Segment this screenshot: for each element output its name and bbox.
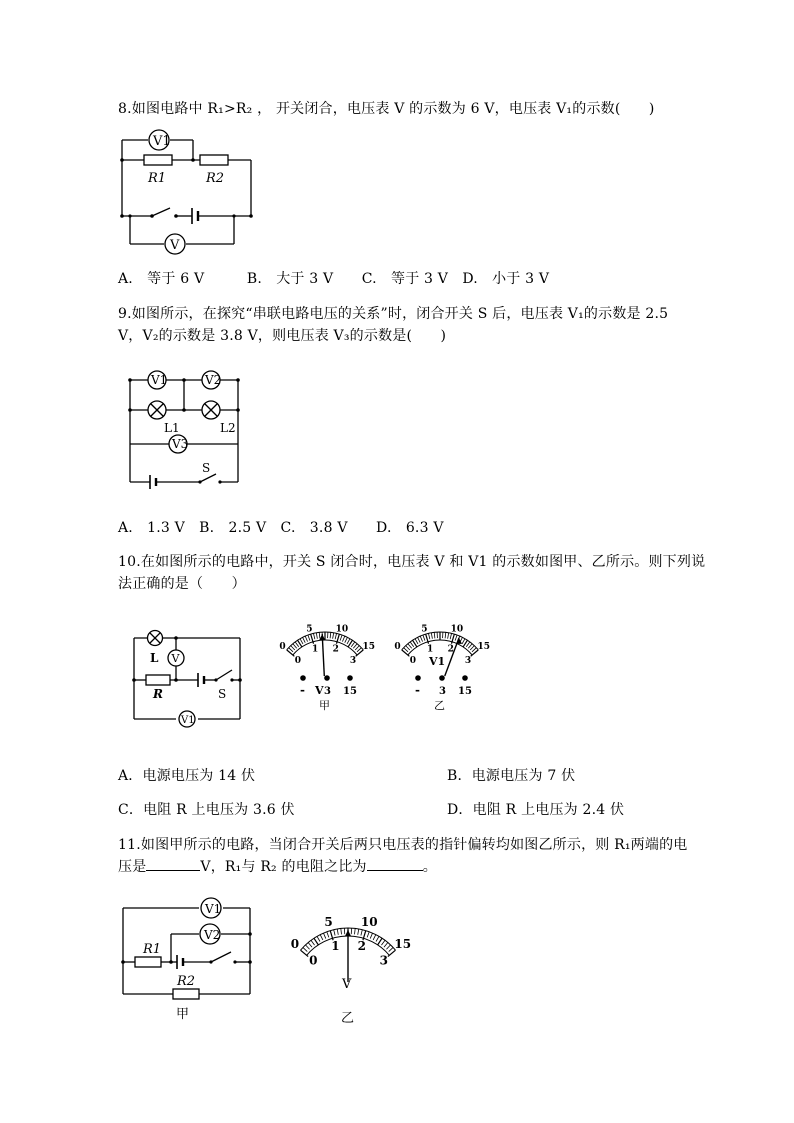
dial-lower-number: 2 — [447, 644, 454, 655]
dial-tick — [373, 935, 376, 940]
q10-v-label: V — [171, 652, 180, 665]
q9-stem-line2: V，V₂的示数是 3.8 V，则电压表 V₃的示数是( ) — [118, 328, 447, 344]
q9-s-label: S — [202, 461, 211, 475]
dial-tick — [351, 642, 355, 647]
dial-tick — [345, 637, 348, 642]
dial-tick — [472, 648, 476, 652]
dial-tick — [305, 945, 309, 949]
dial-tick — [289, 648, 293, 652]
q10-l-label: L — [150, 651, 159, 665]
q11-meter-caption: 乙 — [341, 1011, 355, 1026]
dial-tick — [408, 644, 412, 649]
dial-lower-number: 1 — [311, 644, 319, 655]
dial-tick — [462, 639, 465, 644]
dial-needle-tip — [345, 930, 351, 936]
dial-tick — [376, 936, 379, 941]
q9-stem-line1: 9.如图所示，在探究“串联电路电压的关系”时，闭合开关 S 后，电压表 V₁的示数是 2.5 — [118, 306, 669, 322]
dial-tick — [418, 637, 421, 642]
q10-meter-yi — [385, 612, 495, 712]
dial-lower-number: 2 — [357, 938, 366, 953]
dial-upper-number: 5 — [421, 624, 428, 635]
q9-l2-label: L2 — [220, 421, 236, 435]
dial-upper-number: 0 — [290, 937, 300, 952]
dial-tick — [305, 636, 307, 642]
dial-tick — [367, 932, 369, 938]
meter-jia-terminal-3: 3 — [324, 686, 331, 697]
dial-upper-number: 5 — [324, 914, 333, 929]
dial-upper-number: 0 — [279, 642, 286, 653]
dial-tick — [319, 632, 320, 638]
dial-tick — [287, 650, 295, 656]
dial-tick — [295, 642, 299, 647]
dial-tick — [423, 635, 425, 641]
meter-jia-terminal-15: 15 — [343, 686, 357, 697]
dial-tick — [340, 635, 342, 641]
dial-lower-number: 1 — [331, 938, 340, 953]
dial-tick — [468, 644, 472, 649]
meter-jia-terminal-minus: - — [300, 683, 305, 697]
q10-circuit-diagram — [124, 624, 248, 726]
dial-tick — [404, 648, 408, 652]
dial-upper-number: 10 — [450, 624, 464, 635]
q9-v3-label: V3 — [172, 437, 189, 451]
dial-lower-number: 0 — [294, 655, 301, 666]
meter-jia-needle-label: V — [315, 684, 324, 697]
dial-upper-number: 15 — [394, 937, 412, 952]
dial-tick — [303, 947, 307, 951]
dial-tick — [347, 639, 350, 644]
dial-tick — [327, 932, 329, 938]
dial-tick — [355, 646, 359, 650]
dial-tick — [337, 929, 338, 935]
dial-lower-number: 3 — [349, 655, 357, 666]
q11-circuit-caption: 甲 — [176, 1007, 190, 1022]
dial-lower-number: 3 — [379, 953, 388, 968]
q11-v2-label: V2 — [204, 928, 221, 942]
dial-lower-number: 3 — [464, 655, 472, 666]
dial-tick — [308, 635, 310, 641]
q10-stem-line1: 10.在如图所示的电路中，开关 S 闭合时，电压表 V 和 V1 的示数如图甲、乙所示。则下列说 — [118, 554, 706, 570]
meter-yi-needle-label: V1 — [429, 655, 446, 668]
dial-tick — [410, 642, 414, 647]
q10-meter-jia — [270, 612, 380, 712]
dial-tick — [316, 633, 317, 639]
dial-tick — [313, 633, 314, 639]
dial-tick — [333, 633, 334, 639]
dial-lower-number: 1 — [426, 644, 434, 655]
dial-tick — [378, 938, 382, 945]
q8-v1-label: V1 — [153, 134, 171, 149]
q8-stem: 8.如图电路中 R₁>R₂ ， 开关闭合，电压表 V 的示数为 6 V，电压表 V₁的示数( ) — [118, 101, 655, 117]
dial-tick — [448, 633, 449, 639]
q8-options: A. 等于 6 V B. 大于 3 V C. 等于 3 V D. 小于 3 V — [118, 271, 550, 287]
q11-stem-part-a: 压是 — [118, 859, 147, 875]
dial-tick — [470, 646, 474, 650]
dial-tick — [330, 632, 331, 638]
q10-option-d: D．电阻 R 上电压为 2.4 伏 — [447, 802, 625, 818]
q11-meter — [280, 900, 420, 1030]
dial-tick — [314, 938, 318, 945]
dial-tick — [466, 642, 470, 647]
q11-stem-part-c: 。 — [422, 859, 437, 875]
dial-tick — [300, 639, 303, 644]
q8-r1-label: R1 — [148, 171, 167, 186]
q8-v-label: V — [170, 238, 180, 253]
dial-tick — [381, 940, 385, 945]
dial-tick — [361, 930, 362, 936]
dial-tick — [317, 936, 320, 941]
dial-tick — [445, 632, 446, 638]
q9-circuit-diagram — [120, 364, 250, 494]
dial-tick — [358, 929, 359, 935]
q11-r1-label: R1 — [143, 942, 162, 957]
dial-needle-tip — [456, 638, 462, 644]
dial-upper-number: 10 — [360, 914, 378, 929]
dial-tick — [357, 648, 361, 652]
dial-tick — [291, 646, 295, 650]
dial-tick — [402, 650, 410, 656]
dial-tick — [342, 636, 344, 642]
meter-yi-terminal-minus: - — [415, 683, 420, 697]
dial-tick — [303, 637, 306, 642]
dial-tick — [370, 933, 372, 939]
dial-upper-number: 10 — [335, 624, 349, 635]
q10-s-label: S — [218, 687, 227, 701]
q11-circuit-diagram — [113, 896, 263, 1026]
dial-upper-number: 15 — [362, 642, 376, 653]
q11-meter-needle-label: V — [342, 977, 352, 992]
meter-jia-caption: 甲 — [319, 699, 330, 712]
dial-tick — [308, 943, 312, 948]
q10-option-a: A．电源电压为 14 伏 — [118, 768, 256, 784]
dial-tick — [320, 935, 323, 940]
q10-r-label: R — [153, 687, 163, 701]
q10-option-c: C．电阻 R 上电压为 3.6 伏 — [118, 802, 295, 818]
dial-tick — [406, 646, 410, 650]
dial-tick — [415, 639, 418, 644]
dial-tick — [455, 635, 457, 641]
meter-yi-caption: 乙 — [434, 699, 445, 712]
dial-tick — [386, 945, 390, 949]
dial-tick — [341, 928, 342, 934]
q11-blank-voltage[interactable] — [146, 870, 200, 871]
q10-v1-label: V1 — [181, 715, 195, 726]
dial-tick — [431, 633, 432, 639]
dial-tick — [293, 644, 297, 649]
q10-option-b: B．电源电压为 7 伏 — [447, 768, 576, 784]
dial-tick — [428, 633, 429, 639]
meter-yi-terminal-3: 3 — [439, 686, 446, 697]
dial-tick — [420, 636, 422, 642]
dial-tick — [434, 632, 435, 638]
dial-lower-number: 0 — [309, 953, 318, 968]
dial-upper-number: 15 — [477, 642, 491, 653]
q11-stem-part-b: V，R₁与 R₂ 的电阻之比为 — [200, 859, 367, 875]
q9-options: A. 1.3 V B. 2.5 V C. 3.8 V D. 6.3 V — [118, 520, 444, 536]
q11-v1-label: V1 — [205, 902, 222, 916]
dial-lower-number: 2 — [332, 644, 339, 655]
dial-tick — [323, 933, 325, 939]
dial-tick — [384, 943, 388, 948]
dial-tick — [355, 928, 356, 934]
q10-stem-line2: 法正确的是（ ） — [118, 576, 246, 592]
meter-yi-terminal-15: 15 — [458, 686, 472, 697]
dial-upper-number: 0 — [394, 642, 401, 653]
q11-r2-label: R2 — [177, 974, 196, 989]
dial-tick — [389, 947, 393, 951]
q11-stem-line2 — [118, 856, 437, 878]
q11-blank-ratio[interactable] — [367, 870, 423, 871]
q8-r2-label: R2 — [206, 171, 225, 186]
dial-tick — [311, 940, 315, 945]
q9-v2-label: V2 — [205, 373, 222, 387]
q8-circuit-diagram — [112, 124, 262, 264]
q9-v1-label: V1 — [151, 373, 168, 387]
dial-upper-number: 5 — [306, 624, 313, 635]
q11-stem-line1: 11.如图甲所示的电路，当闭合开关后两只电压表的指针偏转均如图乙所示，则 R₁两端的电 — [118, 837, 688, 853]
dial-lower-number: 0 — [409, 655, 416, 666]
q9-l1-label: L1 — [164, 421, 180, 435]
dial-tick — [334, 930, 335, 936]
dial-tick — [353, 644, 357, 649]
